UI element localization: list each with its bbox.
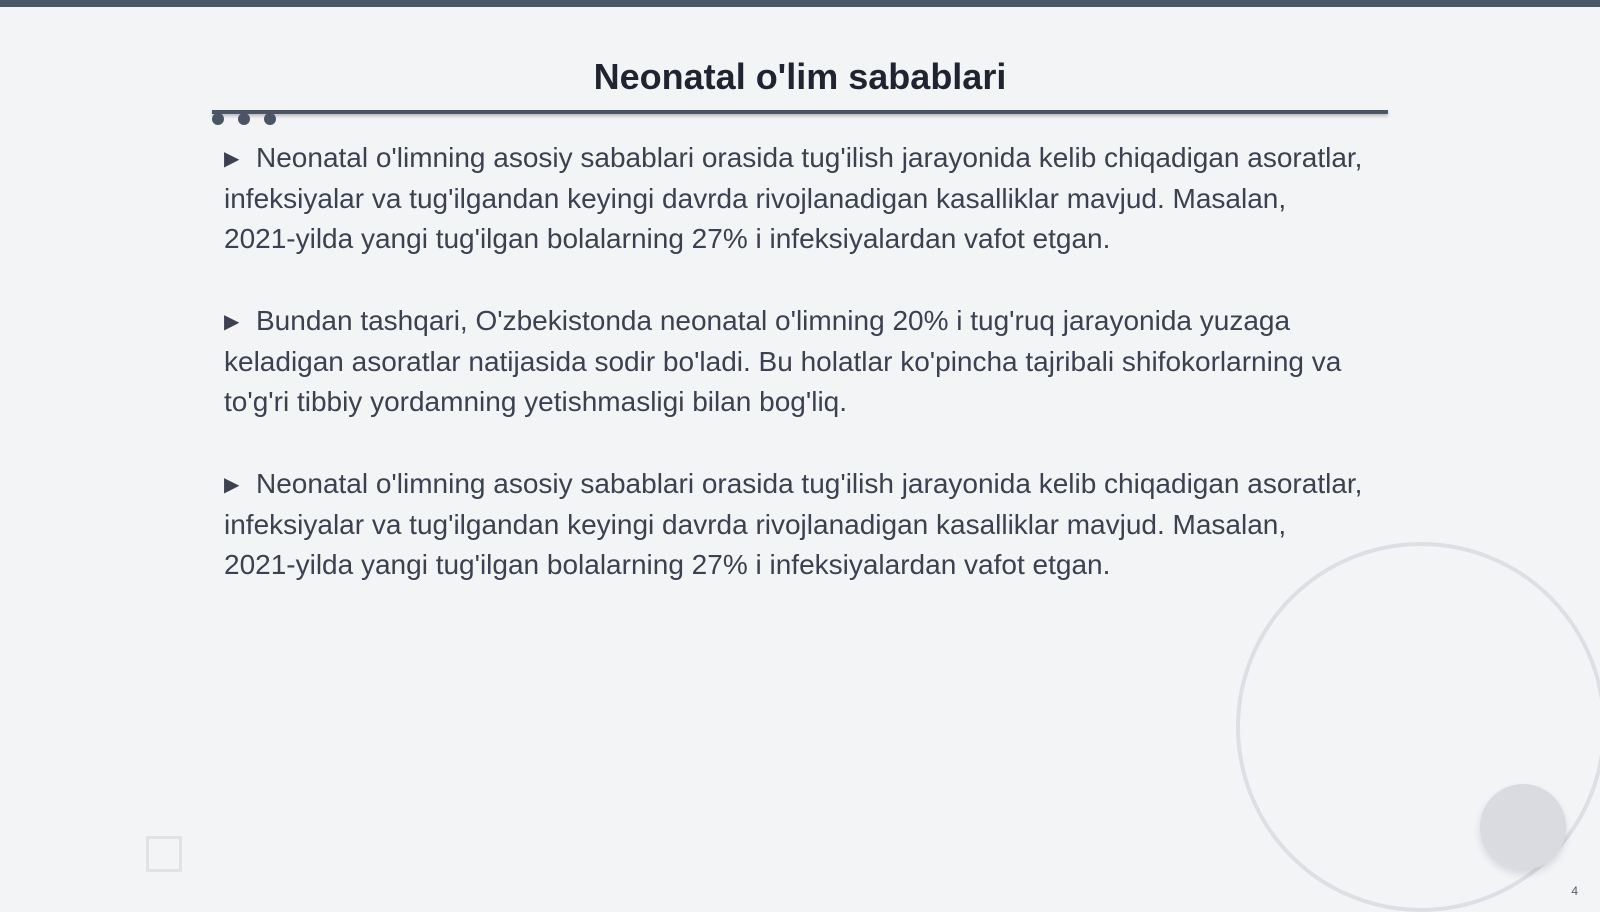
page-number: 4 xyxy=(1571,884,1578,898)
decorative-square xyxy=(146,836,182,872)
bullet-text: Neonatal o'limning asosiy sabablari orasida tug'ilish jarayonida kelib chiqadigan asoratlar, infeksiyalar va tug'ilgandan keyingi davrda rivojlanadigan kasalliklar mavjud. Masalan, 2021-yilda yangi tug'ilgan bolalarning 27% i infeksiyalardan vafot etgan. xyxy=(224,468,1363,580)
rule-dot xyxy=(212,113,224,125)
slide-title: Neonatal o'lim sabablari xyxy=(593,56,1007,97)
rule-dot xyxy=(238,113,250,125)
decorative-disc xyxy=(1480,784,1566,870)
play-triangle-icon: ▶ xyxy=(224,474,240,496)
rule-dot xyxy=(264,113,276,125)
bullet-item xyxy=(224,301,1364,422)
bullet-item xyxy=(224,464,1364,585)
slide-content xyxy=(224,138,1364,627)
bullet-text: Neonatal o'limning asosiy sabablari orasida tug'ilish jarayonida kelib chiqadigan asoratlar, infeksiyalar va tug'ilgandan keyingi davrda rivojlanadigan kasalliklar mavjud. Masalan, 2021-yilda yangi tug'ilgan bolalarning 27% i infeksiyalardan vafot etgan. xyxy=(224,142,1363,254)
play-triangle-icon: ▶ xyxy=(224,148,240,170)
bullet-item xyxy=(224,138,1364,259)
top-accent-bar xyxy=(0,0,1600,7)
bullet-text: Bundan tashqari, O'zbekistonda neonatal o'limning 20% i tug'ruq jarayonida yuzaga keladigan asoratlar natijasida sodir bo'ladi. Bu holatlar ko'pincha tajribali shifokorlarning va to'g'ri tibbiy yordamning yetishmasligi bilan bog'liq. xyxy=(224,305,1342,417)
play-triangle-icon: ▶ xyxy=(224,311,240,333)
title-underline xyxy=(212,110,1388,114)
